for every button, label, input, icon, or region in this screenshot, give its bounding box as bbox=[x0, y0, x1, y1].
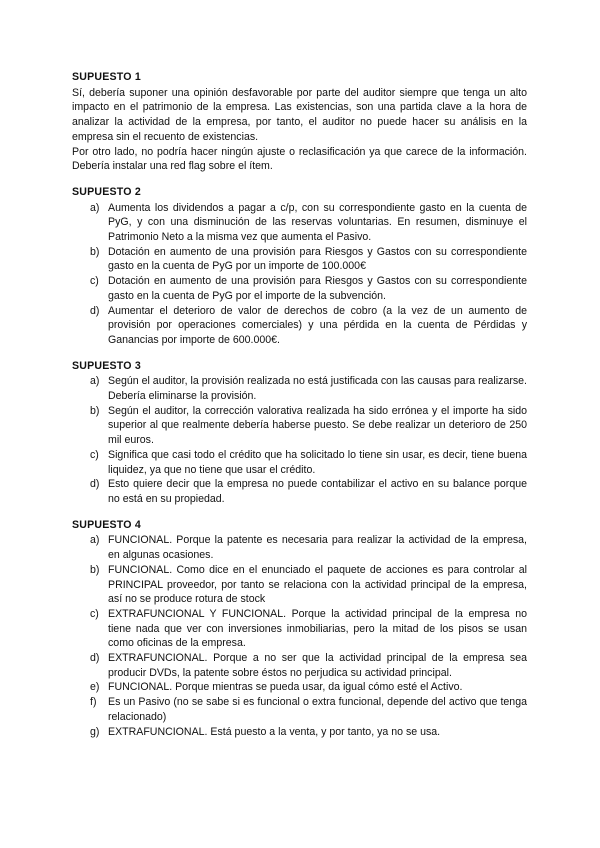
item-list bbox=[72, 374, 527, 506]
item-list bbox=[72, 201, 527, 348]
list-marker: b) bbox=[90, 245, 100, 258]
list-marker: c) bbox=[90, 448, 99, 461]
list-item-text: Aumenta los dividendos a pagar a c/p, con su correspondiente gasto en la cuenta de PyG, y con una disminución de las reservas voluntarias. En resumen, disminuye el Patrimonio Neto a la misma vez que aumenta el Pasivo. bbox=[108, 201, 527, 244]
list-item-text: Es un Pasivo (no se sabe si es funcional o extra funcional, depende del activo que tenga relacionado) bbox=[108, 696, 527, 723]
list-marker: a) bbox=[90, 375, 100, 388]
list-item bbox=[90, 304, 527, 348]
list-item-text: FUNCIONAL. Como dice en el enunciado el paquete de acciones es para controlar al PRINCIPAL proveedor, por tanto se relaciona con la actividad principal de la empresa, así no se produce rotura de stock bbox=[108, 563, 527, 606]
list-item bbox=[90, 374, 527, 403]
list-item bbox=[90, 695, 527, 724]
item-list bbox=[72, 533, 527, 739]
list-item-text: Aumentar el deterioro de valor de derechos de cobro (a la vez de un aumento de provisión por operaciones comerciales) y una pérdida en la cuenta de Pérdidas y Ganancias por importe de 600.000€. bbox=[108, 304, 527, 346]
list-item-text: Significa que casi todo el crédito que ha solicitado lo tiene sin usar, es decir, tiene buena liquidez, ya que no tiene que usar el crédito. bbox=[108, 448, 527, 476]
list-item bbox=[90, 448, 527, 477]
section-supuesto-2 bbox=[72, 185, 527, 348]
list-marker: d) bbox=[90, 478, 100, 491]
list-item-text: EXTRAFUNCIONAL Y FUNCIONAL. Porque la actividad principal de la empresa no tiene nada que ver con inversiones inmobiliarias, pero la mitad de los pisos se usan como oficinas de la empresa. bbox=[108, 607, 527, 650]
list-item-text: FUNCIONAL. Porque mientras se pueda usar, da igual cómo esté el Activo. bbox=[108, 681, 463, 694]
list-item-text: Según el auditor, la corrección valorativa realizada ha sido errónea y el importe ha sido superior al que realmente debería haberse puesto. Se debe realizar un deterioro de 250 mil euros. bbox=[108, 404, 527, 447]
list-item-text: Según el auditor, la provisión realizada no está justificada con las causas para realizarse. Debería eliminarse la provisión. bbox=[108, 375, 527, 403]
section-title: SUPUESTO 1 bbox=[72, 71, 141, 83]
paragraph: Por otro lado, no podría hacer ningún ajuste o reclasificación ya que carece de la información. Debería instalar una red flag sobre el ítem. bbox=[72, 145, 527, 173]
list-item-text: Dotación en aumento de una provisión para Riesgos y Gastos con su correspondiente gasto en la cuenta de PyG por un importe de 100.000€ bbox=[108, 245, 527, 273]
list-marker: d) bbox=[90, 652, 100, 665]
section-title: SUPUESTO 4 bbox=[72, 518, 141, 531]
list-marker: c) bbox=[90, 607, 99, 620]
list-item-text: Esto quiere decir que la empresa no puede contabilizar el activo en su balance porque no está en su propiedad. bbox=[108, 478, 527, 505]
list-marker: d) bbox=[90, 304, 100, 317]
list-item-text: Dotación en aumento de una provisión para Riesgos y Gastos con su correspondiente gasto en la cuenta de PyG por el importe de la subvención. bbox=[108, 275, 527, 302]
list-item-text: FUNCIONAL. Porque la patente es necesaria para realizar la actividad de la empresa, en algunas ocasiones. bbox=[108, 534, 527, 562]
section-title: SUPUESTO 2 bbox=[72, 185, 141, 198]
list-item-text: EXTRAFUNCIONAL. Está puesto a la venta, y por tanto, ya no se usa. bbox=[108, 725, 441, 738]
list-item bbox=[90, 607, 527, 651]
list-item bbox=[90, 563, 527, 607]
list-item bbox=[90, 680, 527, 695]
list-marker: b) bbox=[90, 404, 100, 417]
list-marker: a) bbox=[90, 534, 100, 547]
list-marker: b) bbox=[90, 563, 100, 576]
section-supuesto-4 bbox=[72, 518, 527, 740]
list-marker: f) bbox=[90, 696, 97, 709]
paragraph: Sí, debería suponer una opinión desfavorable por parte del auditor siempre que tenga un alto impacto en el patrimonio de la empresa. Las existencias, son una partida clave a la hora de analizar la actividad de la empresa, por tanto, el auditor no puede hacer su análisis en la empresa sin el recuento de existencias. bbox=[72, 86, 527, 143]
list-marker: c) bbox=[90, 275, 99, 288]
list-item-text: EXTRAFUNCIONAL. Porque a no ser que la actividad principal de la empresa sea producir DVDs, la patente sobre éstos no perjudica su actividad principal. bbox=[108, 652, 527, 679]
section-title: SUPUESTO 3 bbox=[72, 359, 141, 372]
section-supuesto-1 bbox=[72, 70, 527, 174]
list-item bbox=[90, 477, 527, 506]
list-marker: g) bbox=[90, 725, 100, 738]
list-item bbox=[90, 651, 527, 680]
list-item bbox=[90, 274, 527, 303]
list-marker: a) bbox=[90, 201, 100, 214]
section-supuesto-3 bbox=[72, 359, 527, 507]
list-item bbox=[90, 404, 527, 448]
list-item bbox=[90, 245, 527, 274]
list-item bbox=[90, 201, 527, 245]
list-item bbox=[90, 533, 527, 562]
list-marker: e) bbox=[90, 681, 100, 694]
list-item bbox=[90, 725, 527, 740]
